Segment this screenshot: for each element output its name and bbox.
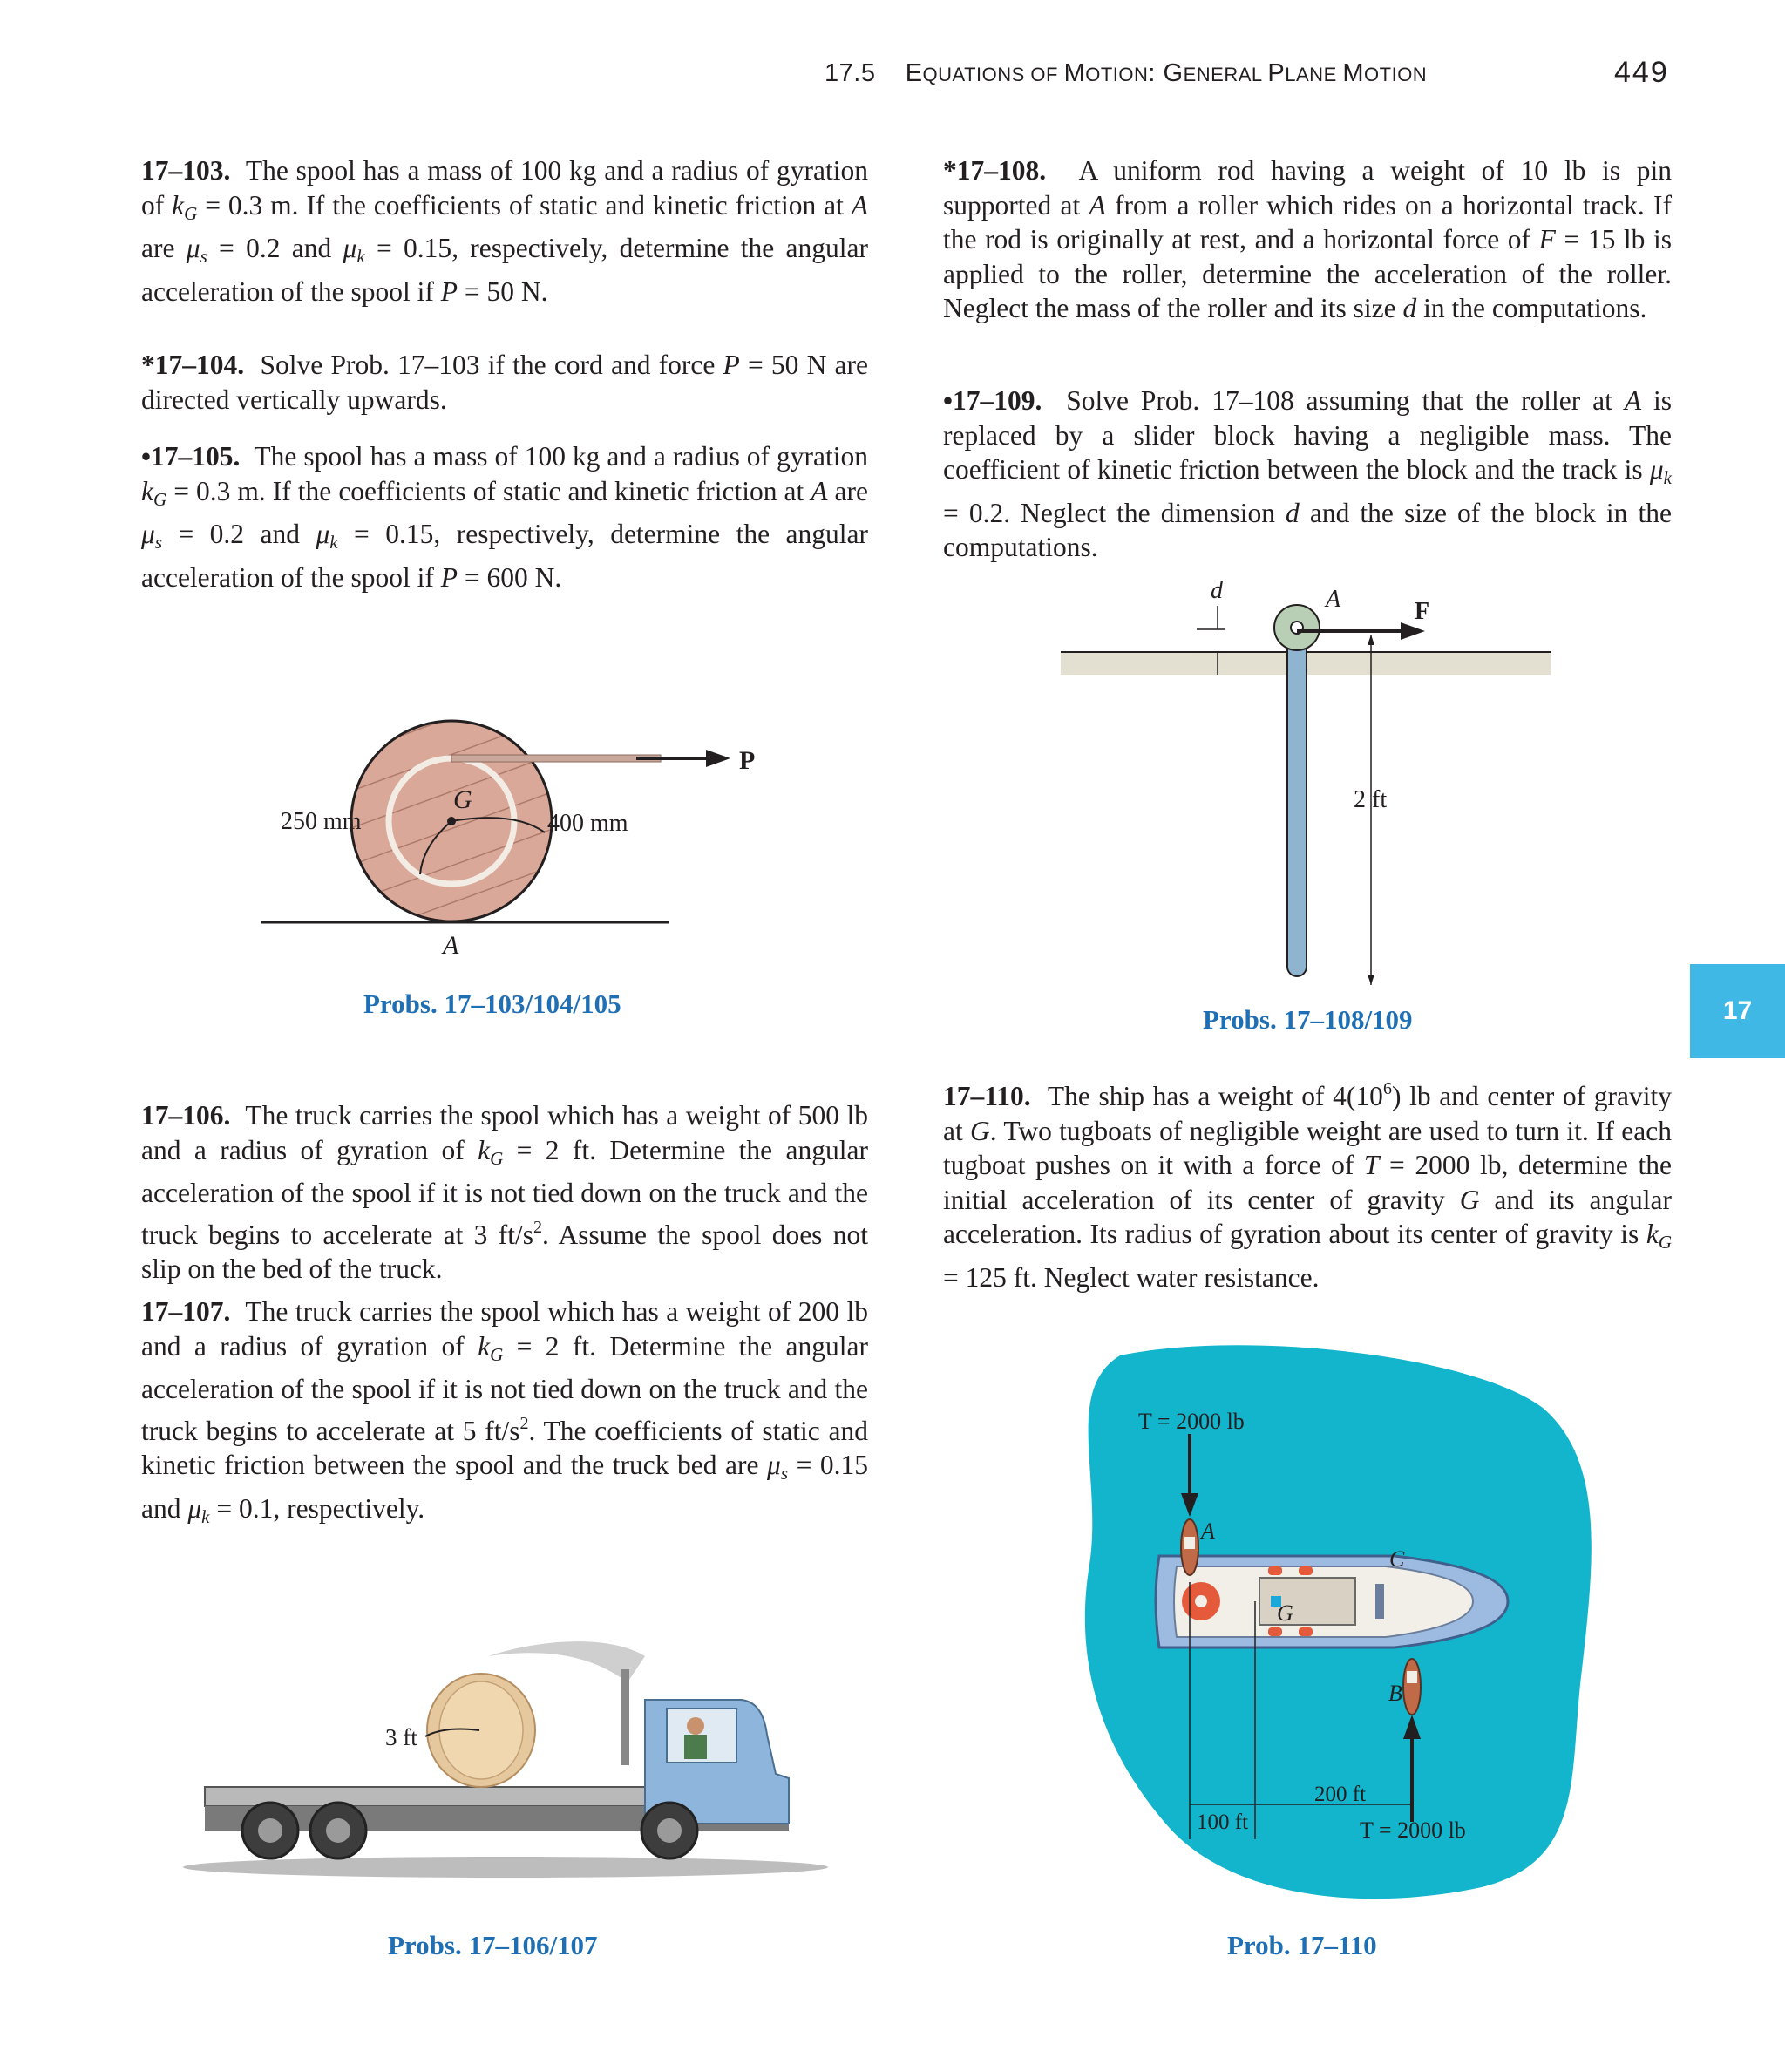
rod	[1287, 628, 1307, 976]
problem-17-109: •17–109. Solve Prob. 17–108 assuming that the roller at A is replaced by a slider block having a negligible mass. The coefficient of kinetic friction between the block and the track is $\mu_k = 0.2$. Neglect the dimension d and the size of the block in the computations.	[943, 385, 1672, 563]
label-C: C	[1389, 1546, 1405, 1572]
spool-face	[439, 1681, 523, 1779]
ship-figure	[1072, 1338, 1612, 1913]
label-2ft: 2 ft	[1354, 786, 1388, 813]
problem-17-107: 17–107. The truck carries the spool which has a weight of 200 lb and a radius of gyration of $k_G = 2$ ft. Determine the angular acceleration of the spool if it is not tied down on the truck and the truck begins to accelerate at 5 $ft/s^2$. The coefficients of static and kinetic friction between the spool and the truck bed are $\mu_s = 0.15$ and $\mu_k = 0.1$, respectively.	[141, 1296, 869, 1527]
driver-body	[684, 1735, 707, 1759]
running-header	[0, 56, 1785, 103]
label-A: A	[1326, 586, 1341, 613]
ship-hull	[1156, 1556, 1508, 1647]
wheel-rear-2-hub	[326, 1818, 350, 1843]
driver-head	[687, 1717, 704, 1735]
label-G: G	[453, 785, 472, 814]
spool-figure	[253, 715, 793, 976]
label-T-bottom: T = 2000 lb	[1360, 1817, 1466, 1843]
label-d: d	[1211, 577, 1223, 604]
label-A: A	[1201, 1518, 1215, 1544]
tugboat-B	[1403, 1659, 1421, 1715]
problem-17-105: •17–105. The spool has a mass of 100 kg and a radius of gyration $k_G = 0.3$ m. If the coefficients of static and kinetic friction at A are $\mu_s = 0.2$ and $\mu_k = 0.15$, respectively, determine the angular acceleration of the spool if P = 600 N.	[141, 441, 868, 593]
label-3ft: 3 ft	[385, 1724, 417, 1750]
label-G: G	[1277, 1600, 1293, 1626]
problem-17-108: *17–108. A uniform rod having a weight of 10 lb is pin supported at A from a roller which rides on a horizontal track. If the rod is originally at rest, and a horizontal force of F = 15 lb is applied to the roller, determine the acceleration of the roller. Neglect the mass of the roller and its size d in the computations.	[943, 155, 1673, 324]
label-P: P	[739, 746, 756, 775]
page-number: 449	[1614, 56, 1669, 89]
label-A: A	[443, 931, 459, 960]
caption-rod: Probs. 17–108/109	[1203, 1004, 1413, 1035]
label-400mm: 400 mm	[547, 810, 628, 837]
section-title-text: EQUATIONS OF MOTION: GENERAL PLANE MOTION	[905, 59, 1428, 87]
section-title	[825, 59, 1427, 88]
label-250mm: 250 mm	[281, 808, 362, 835]
ground-shadow	[183, 1857, 828, 1878]
wheel-front-hub	[657, 1818, 682, 1843]
dim-2ft-bottom-head	[1368, 975, 1374, 985]
dim-2ft-top-head	[1368, 635, 1374, 645]
label-F: F	[1415, 598, 1430, 625]
chapter-tab: 17	[1690, 964, 1785, 1058]
problem-17-106: 17–106. The truck carries the spool which has a weight of 500 lb and a radius of gyration of $k_G = 2$ ft. Determine the angular acceleration of the spool if it is not tied down on the truck and the truck begins to accelerate at 3 $ft/s^2$. Assume the spool does not slip on the bed of the truck.	[141, 1100, 869, 1285]
label-T-top: T = 2000 lb	[1138, 1409, 1245, 1434]
caption-ship: Prob. 17–110	[1227, 1930, 1377, 1960]
caption-spool: Probs. 17–103/104/105	[363, 988, 621, 1019]
label-200ft: 200 ft	[1314, 1783, 1367, 1806]
rod-figure	[1059, 567, 1564, 994]
section-number: 17.5	[825, 59, 876, 87]
problem-17-110: 17–110. The ship has a weight of $4(10^6)$ lb and center of gravity at G. Two tugboats of negligible weight are used to turn it. If each tugboat pushes on it with a force of T = 2000 lb, determine the initial acceleration of its center of gravity G and its angular acceleration. Its radius of gyration about its center of gravity is $k_G = 125$ ft. Neglect water resistance.	[943, 1079, 1673, 1293]
truck-figure	[174, 1621, 854, 1892]
problem-17-104: *17–104. Solve Prob. 17–103 if the cord and force P = 50 N are directed vertically upwards.	[141, 350, 869, 415]
caption-truck: Probs. 17–106/107	[388, 1930, 598, 1960]
tugboat-A	[1181, 1519, 1198, 1575]
cord	[451, 755, 661, 762]
label-100ft: 100 ft	[1197, 1810, 1249, 1834]
wheel-rear-1-hub	[258, 1818, 282, 1843]
label-B: B	[1388, 1681, 1402, 1706]
force-P-arrowhead	[706, 750, 730, 767]
force-F-arrowhead	[1401, 622, 1425, 640]
exhaust-pipe	[621, 1669, 629, 1765]
problem-17-103: 17–103. The spool has a mass of 100 kg and a radius of gyration of $k_G = 0.3$ m. If the coefficients of static and kinetic friction at A are $\mu_s = 0.2$ and $\mu_k = 0.15$, respectively, determine the angular acceleration of the spool if P = 50 N.	[141, 155, 869, 307]
